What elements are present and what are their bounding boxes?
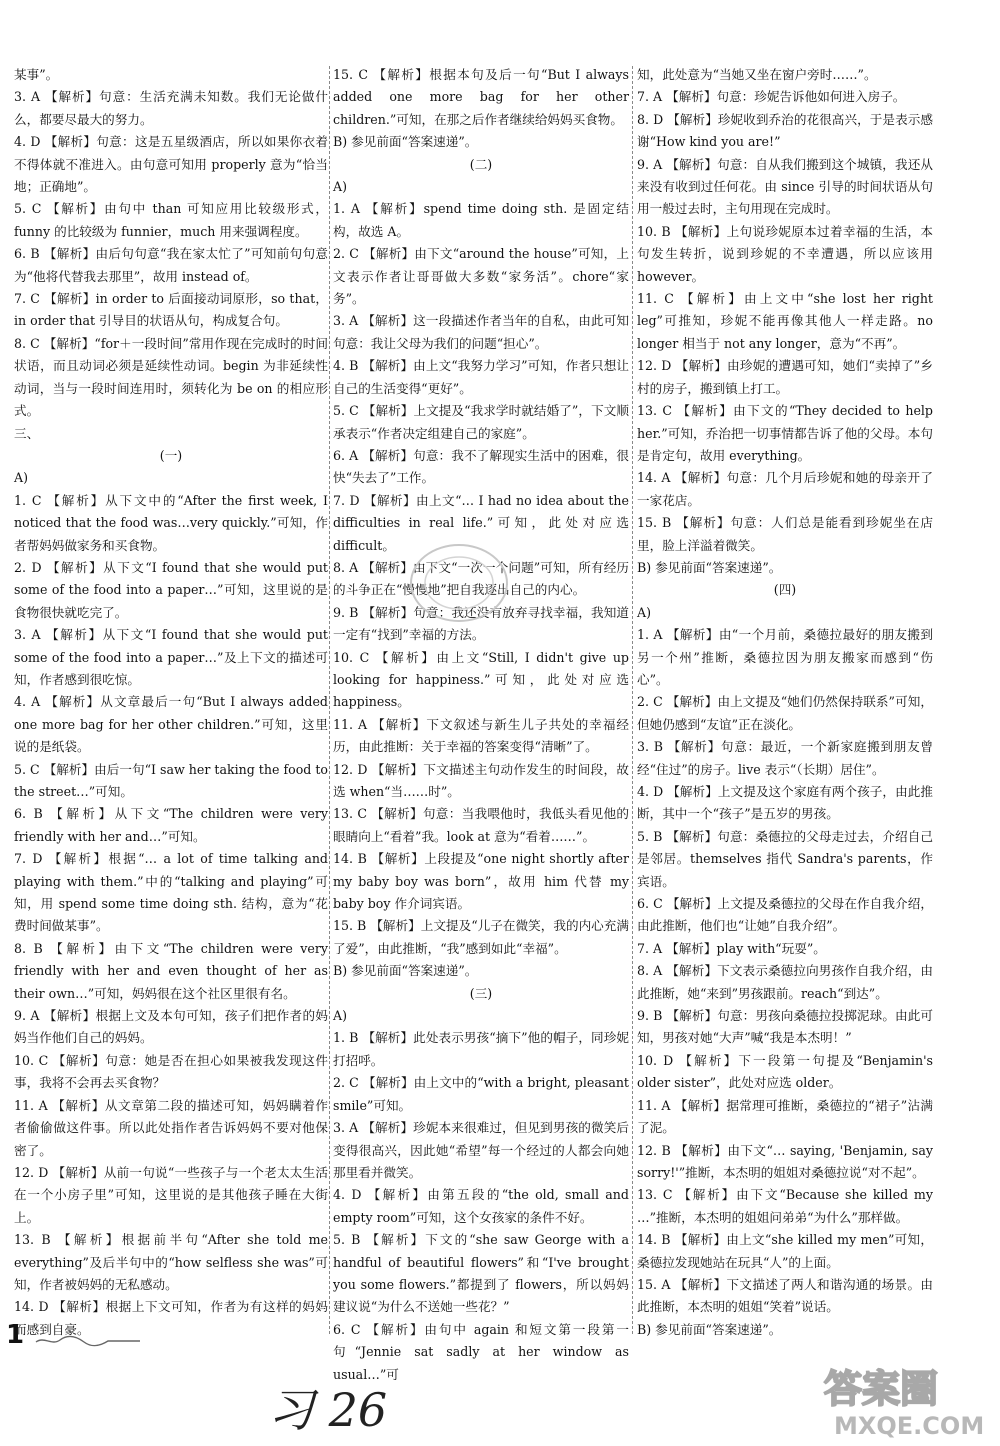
answer-item: 14. B 【解析】上段提及“one night shortly after my baby boy was born”，故用 him 代替 my baby boy 作介词宾语。 [333, 851, 629, 912]
answer-item: 12. D 【解析】从前一句说“一些孩子与一个老太太生活在一个小房子里”可知，这里说的是其他孩子睡在大街上。 [14, 1164, 328, 1225]
answer-item: 1. C 【解析】从下文中的“After the first week, I noticed that the food was…very quickly.”可知，作者帮妈妈做家务和买食物。 [14, 492, 328, 553]
answer-item: 11. A 【解析】从文章第二段的描述可知，妈妈瞒着作者偷偷做这件事。所以此处指作者告诉妈妈不要对他保密了。 [14, 1097, 328, 1158]
answer-item: 7. A 【解析】play with“玩耍”。 [637, 940, 826, 956]
svg-text:答案圈: 答案圈 [824, 1367, 939, 1411]
answer-item: 6. A 【解析】句意：我不了解现实生活中的困难，很快“失去了”工作。 [333, 447, 629, 486]
answer-item: 11. A 【解析】据常理可推断，桑德拉的“裙子”沾满了泥。 [637, 1097, 933, 1136]
answer-line: 8. C 【解析】“for＋一段时间”常用作现在完成时的时间状语，而且动词必须是延续性动词。begin 为非延续性动词，当与一段时间连用时，须转化为 be on 的相应形式。 [14, 335, 328, 419]
answer-item: 1. A 【解析】由“一个月前，桑德拉最好的朋友搬到另一个州”推断，桑德拉因为朋友搬家而感到“伤心”。 [637, 627, 933, 687]
answer-line: 7. C 【解析】in order to 后面接动词原形，so that，in order that 引导目的状语从句，构成复合句。 [14, 291, 328, 329]
answer-item: 6. C 【解析】上文提及桑德拉的父母在作自我介绍，由此推断，他们也“让她”自我介绍”。 [637, 896, 933, 934]
part-heading: (一) [159, 447, 183, 463]
column-divider [329, 66, 330, 1334]
answer-item: 10. C 【解析】由上文“Still, I didn't give up looking for happiness.”可知，此处对应选 happiness。 [333, 649, 629, 710]
answer-item: 2. C 【解析】由上文提及“她们仍然保持联系”可知，但她仍感到“友谊”正在淡化。 [637, 694, 933, 732]
answer-line: 某事”。 [14, 67, 59, 82]
answer-item: 9. B 【解析】句意：我还没有放弃寻找幸福，我知道一定有“找到”幸福的方法。 [333, 604, 629, 643]
answer-item: 3. B 【解析】句意：最近，一个新家庭搬到朋友曾经“住过”的房子。live 表示“（长期）居住”。 [637, 739, 933, 777]
answer-item: 12. D 【解析】下文描述主句动作发生的时间段，故选 when“当……时”。 [333, 761, 629, 799]
part-heading: (二) [469, 156, 493, 172]
part-heading: (三) [469, 985, 493, 1001]
answer-item: 7. D 【解析】根据“… a lot of time talking and playing with them.”中的“talking and playing”可知，用 spend some time doing sth. 结构，意为“花费时间做某事”。 [14, 851, 328, 934]
answer-line: 15. B 【解析】句意：人们总是能看到珍妮坐在店里，脸上洋溢着微笑。 [637, 515, 933, 553]
answer-item: 12. B 【解析】由下文“… saying, 'Benjamin, say sorry!'”推断，本杰明的姐姐对桑德拉说“对不起”。 [637, 1142, 933, 1180]
answer-item: 6. C 【解析】由句中 again 和短文第一段第一句“Jennie sat sadly at her window as usual…”可 [333, 1321, 629, 1382]
column-right [637, 64, 933, 1341]
answer-item: 10. C 【解析】句意：她是否在担心如果被我发现这件事，我将不会再去买食物？ [14, 1052, 328, 1091]
answer-line: 8. D 【解析】珍妮收到乔治的花很高兴，于是表示感谢“How kind you are!” [637, 111, 933, 150]
faint-stamp [404, 538, 514, 628]
answer-line: 15. C 【解析】根据本句及后一句“But I always added one more bag for her other children.”可知，在那之后作者继续给妈妈买食物。 [333, 67, 629, 127]
answer-item: B) 参见前面“答案速递”。 [333, 963, 478, 979]
answer-line: 9. A 【解析】句意：自从我们搬到这个城镇，我还从来没有收到过任何花。由 since 引导的时间状语从句用一般过去时，主句用现在完成时。 [637, 156, 933, 217]
answer-item: 14. D 【解析】根据上下文可知，作者为有这样的妈妈而感到自豪。 [14, 1299, 328, 1337]
part-heading: (四) [773, 582, 797, 598]
answer-item: 5. C 【解析】上文提及“我求学时就结婚了”，下文顺承表示“作者决定组建自己的家庭”。 [333, 403, 629, 441]
answer-item: 4. D 【解析】上文提及这个家庭有两个孩子，由此推断，其中一个“孩子”是五岁的男孩。 [637, 784, 933, 822]
answer-item: 13. B 【解析】根据前半句“After she told me everything”及后半句中的“how selfless she was”可知，作者被妈妈的无私感动。 [14, 1232, 328, 1292]
watermark-logo [816, 1358, 996, 1442]
answer-item: 15. B 【解析】上文提及“儿子在微笑，我的内心充满了爱”，由此推断，“我”感到如此“幸福”。 [333, 918, 629, 956]
answer-line: 知，此处意为“当她又坐在窗户旁时……”。 [637, 67, 877, 82]
answer-item: 7. D 【解析】由上文“… I had no idea about the difficulties in real life.”可知，此处对应选 difficult。 [333, 492, 629, 553]
answer-item: 5. B 【解析】句意：桑德拉的父母走过去，介绍自己是邻居。themselves 指代 Sandra's parents，作宾语。 [637, 828, 933, 889]
answer-line: 4. D 【解析】句意：这是五星级酒店，所以如果你衣着不得体就不准进入。由句意可知用 properly 意为“恰当地；正确地”。 [14, 134, 328, 195]
answer-line: 3. A 【解析】句意：生活充满未知数。我们无论做什么，都要尽最大的努力。 [14, 89, 328, 127]
page-number: 1 [6, 1320, 25, 1350]
answer-line: 6. B 【解析】由后句句意“我在家太忙了”可知前句句意为“他将代替我去那里”，故用 instead of。 [14, 246, 328, 284]
part-label: A) [333, 179, 348, 195]
answer-item: 13. C 【解析】由下文“Because she killed my …”推断，本杰明的姐姐问弟弟“为什么”那样做。 [637, 1187, 933, 1225]
answer-line: 11. C 【解析】由上文中“she lost her right leg”可推知，珍妮不能再像其他人一样走路。no longer 相当于 not any longer，意为“不再”。 [637, 291, 933, 351]
answer-item: 5. B 【解析】下文的“she saw George with a handful of beautiful flowers”和“I've brought you some flowers.”都提到了 flowers，所以妈妈建议说“为什么不送她一些花？” [333, 1232, 629, 1315]
answer-item: 2. D 【解析】从下文“I found that she would put some of the food into a paper…”可知，这里说的是食物很快就吃完了。 [14, 559, 328, 620]
answer-item: 9. A 【解析】根据上文及本句可知，孩子们把作者的妈妈当作他们自己的妈妈。 [14, 1008, 328, 1046]
svg-text:习 26: 习 26 [268, 1383, 388, 1437]
column-middle [333, 64, 629, 1386]
answer-item: 10. D 【解析】下一段第一句提及“Benjamin's older sister”，此处对应选 older。 [637, 1052, 933, 1091]
answer-item: 6. B 【解析】从下文“The children were very friendly with her and…”可知。 [14, 806, 328, 844]
svg-text:MXQE.COM: MXQE.COM [834, 1412, 985, 1440]
answer-item: 2. C 【解析】由上文中的“with a bright, pleasant smile”可知。 [333, 1075, 629, 1113]
answer-item: 5. C 【解析】由后一句“I saw her taking the food to the street…”可知。 [14, 761, 328, 799]
answer-item: 3. A 【解析】珍妮本来很难过，但见到男孩的微笑后变得很高兴，因此她“希望”每一个经过的人都会向她那里看并微笑。 [333, 1120, 629, 1180]
answer-item: 2. C 【解析】由下文“around the house”可知，上文表示作者让哥哥做大多数“家务活”。chore“家务”。 [333, 246, 629, 307]
answer-line: B) 参见前面“答案速递”。 [333, 134, 478, 150]
answer-item: 3. A 【解析】从下文“I found that she would put some of the food into a paper…”及上下文的描述可知，作者感到很吃惊。 [14, 627, 328, 687]
answer-line: B) 参见前面“答案速递”。 [637, 559, 782, 575]
answer-item: 13. C 【解析】句意：当我喂他时，我低头看见他的眼睛向上“看着”我。look at 意为“看着……”。 [333, 806, 629, 844]
answer-item: 4. A 【解析】从文章最后一句“But I always added one more bag for her other children.”可知，这里说的是纸袋。 [14, 694, 328, 755]
answer-item: 4. B 【解析】由上文“我努力学习”可知，作者只想让自己的生活变得“更好”。 [333, 358, 629, 396]
answer-item: 1. A 【解析】spend time doing sth. 是固定结构，故选 A。 [333, 201, 629, 239]
answer-item: 11. A 【解析】下文叙述与新生儿子共处的幸福经历，由此推断：关于幸福的答案变得“清晰”了。 [333, 716, 629, 755]
answer-item: 15. A 【解析】下文描述了两人和谐沟通的场景。由此推断，本杰明的姐姐“笑着”说话。 [637, 1276, 933, 1315]
column-divider [632, 66, 633, 1334]
column-left [14, 64, 328, 1341]
answer-item: 8. B 【解析】由下文“The children were very friendly with her and even thought of her as their own…”可知，妈妈很在这个社区里很有名。 [14, 940, 328, 1001]
handwritten-note [268, 1376, 448, 1438]
part-label: A) [637, 604, 652, 620]
answer-item: 9. B 【解析】句意：男孩向桑德拉投掷泥球。由此可知，男孩对她“大声”喊“我是本杰明！” [637, 1008, 933, 1046]
answer-item: 1. B 【解析】此处表示男孩“摘下”他的帽子，同珍妮打招呼。 [333, 1030, 629, 1068]
answer-line: 5. C 【解析】由句中 than 可知应用比较级形式，funny 的比较级为 funnier，much 用来强调程度。 [14, 201, 328, 239]
answer-item: 8. A 【解析】由下文“一次一个问题”可知，所有经历的斗争正在“慢慢地”把自我逐出自己的内心。 [333, 559, 629, 598]
answer-item: 4. D 【解析】由第五段的“the old, small and empty room”可知，这个女孩家的条件不好。 [333, 1187, 629, 1225]
answer-line: 10. B 【解析】上句说珍妮原本过着幸福的生活，本句发生转折，说到珍妮的不幸遭遇，所以应该用 however。 [637, 223, 933, 284]
answer-item: B) 参见前面“答案速递”。 [637, 1321, 782, 1337]
answer-item: 14. B 【解析】由上文“she killed my men”可知，桑德拉发现她站在玩具“人”的上面。 [637, 1232, 933, 1270]
answer-item: 8. A 【解析】下文表示桑德拉向男孩作自我介绍，由此推断，她“来到”男孩跟前。reach“到达”。 [637, 963, 933, 1001]
section-label: 三、 [14, 425, 40, 441]
answer-line: 7. A 【解析】句意：珍妮告诉他如何进入房子。 [637, 89, 906, 105]
answer-line: 14. A 【解析】句意：几个月后珍妮和她的母亲开了一家花店。 [637, 470, 933, 508]
decorative-swirl [34, 1334, 144, 1348]
part-label: A) [14, 470, 29, 486]
answer-line: 13. C 【解析】由下文的“They decided to help her.”可知，乔治把一切事情都告诉了他的父母。本句是肯定句，故用 everything。 [637, 403, 933, 463]
answer-item: 3. A 【解析】这一段描述作者当年的自私，由此可知句意：我让父母为我们的问题“担心”。 [333, 313, 629, 351]
part-label: A) [333, 1008, 348, 1024]
answer-line: 12. D 【解析】由珍妮的遭遇可知，她们“卖掉了”乡村的房子，搬到镇上打工。 [637, 358, 933, 396]
